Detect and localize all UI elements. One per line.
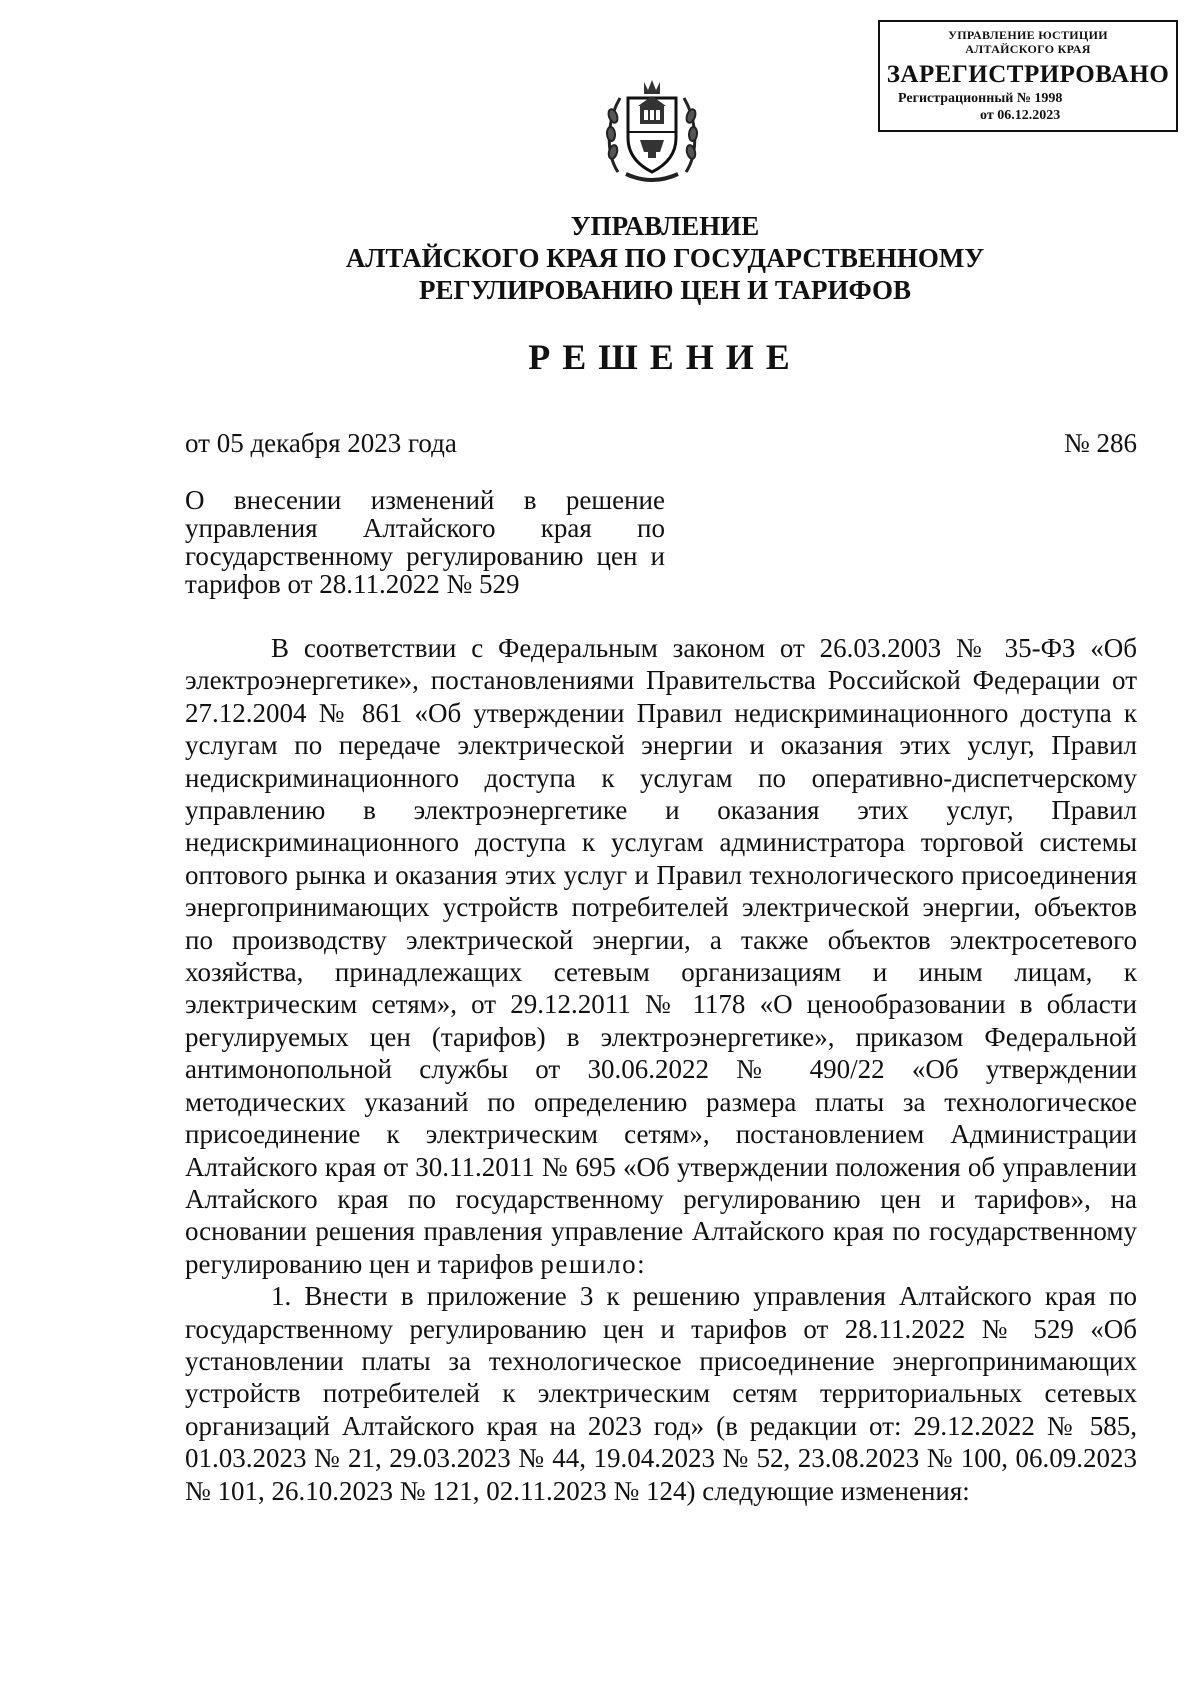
- stamp-reg-date: от 06.12.2023: [980, 108, 1061, 123]
- preamble-text: В соответствии с Федеральным законом от 26.03.2003 № 35-ФЗ «Об электроэнергетике», постановлениями Правительства Российской Федерации от 27.12.2004 № 861 «Об утверждении Правил недискриминационного доступа к услугам по передаче электрической энергии и оказания этих услуг, Правил недискриминационного доступа к услугам по оперативно-диспетчерскому управлению в электроэнергетике и оказания этих услуг, Правил недискриминационного доступа к услугам администратора торговой системы оптового рынка и оказания этих услуг и Правил технологического присоединения энергопринимающих устройств потребителей электрической энергии, объектов по производству электрической энергии, а также объектов электросетевого хозяйства, принадлежащих сетевым организациям и иным лицам, к электрическим сетям», от 29.12.2011 № 1178 «О ценообразовании в области регулируемых цен (тарифов) в электроэнергетике», приказом Федеральной антимонопольной службы от 30.06.2022 № 490/22 «Об утверждении методических указаний по определению размера платы за технологическое присоединение к электрическим сетям», постановлением Администрации Алтайского края от 30.11.2011 № 695 «Об утверждении положения об управлении Алтайского края по государственному регулированию цен и тарифов», на основании решения правления управление Алтайского края по государственному регулированию цен и тарифов: [185, 633, 1137, 1279]
- item-1-paragraph: 1. Внести в приложение 3 к решению управления Алтайского края по государственному регулированию цен и тарифов от 28.11.2022 № 529 «Об установлении платы за технологическое присоединение энергопринимающих устройств потребителей к электрическим сетям территориальных сетевых организаций Алтайского края на 2023 год» (в редакции от: 29.12.2022 № 585, 01.03.2023 № 21, 29.03.2023 № 44, 19.04.2023 № 52, 23.08.2023 № 100, 06.09.2023 № 101, 26.10.2023 № 121, 02.11.2023 № 124) следующие изменения:: [185, 1281, 1137, 1506]
- preamble-resolved: решило:: [540, 1248, 647, 1279]
- authority-line2: АЛТАЙСКОГО КРАЯ ПО ГОСУДАРСТВЕННОМУ: [345, 243, 985, 273]
- document-type: РЕШЕНИЕ: [528, 337, 802, 377]
- document-body: [185, 632, 1137, 1507]
- authority-line3: РЕГУЛИРОВАНИЮ ЦЕН И ТАРИФОВ: [418, 275, 912, 305]
- stamp-authority-line1: УПРАВЛЕНИЕ ЮСТИЦИИ: [948, 28, 1108, 42]
- stamp-authority-line2: АЛТАЙСКОГО КРАЯ: [965, 42, 1091, 56]
- stamp-reg-number: Регистрационный № 1998: [898, 91, 1063, 106]
- registration-stamp: [878, 20, 1178, 132]
- preamble-paragraph: [185, 632, 1137, 1280]
- document-number: № 286: [1063, 428, 1137, 458]
- coat-of-arms-icon: [604, 76, 700, 188]
- issuing-authority: [200, 210, 1130, 306]
- document-subject: О внесении изменений в решение управления Алтайского края по государственному регулированию цен и тарифов от 28.11.2022 № 529: [185, 485, 665, 599]
- document-date: от 05 декабря 2023 года: [185, 428, 457, 458]
- stamp-status: ЗАРЕГИСТРИРОВАНО: [886, 61, 1170, 88]
- authority-line1: УПРАВЛЕНИЕ: [570, 211, 760, 241]
